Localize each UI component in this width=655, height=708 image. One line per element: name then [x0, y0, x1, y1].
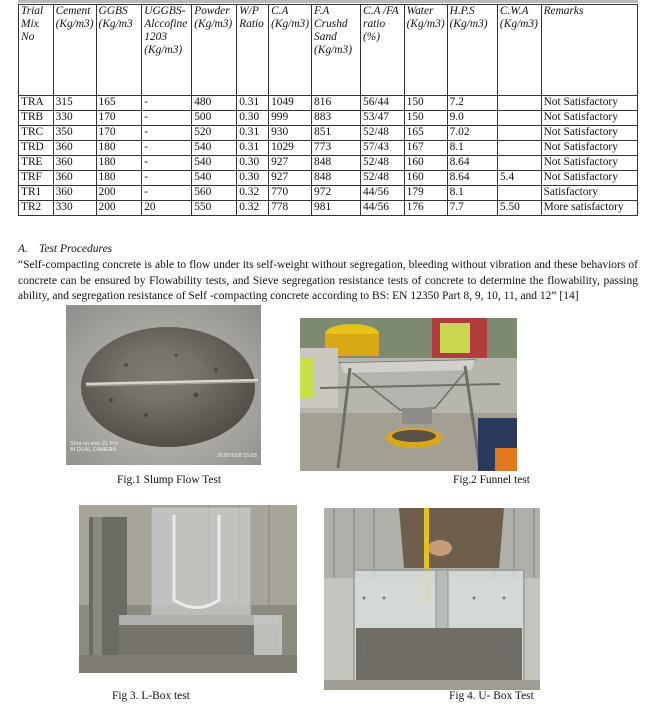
- table-cell: -: [142, 186, 192, 201]
- figure-2-caption: Fig.2 Funnel test: [453, 474, 530, 486]
- table-cell: 165: [96, 96, 142, 111]
- table-cell: Not Satisfactory: [541, 96, 637, 111]
- table-cell: 540: [192, 141, 237, 156]
- table-cell: [497, 141, 541, 156]
- table-row: [19, 111, 638, 126]
- table-cell: 883: [312, 111, 361, 126]
- table-cell: 350: [53, 126, 96, 141]
- table-cell: 972: [312, 186, 361, 201]
- figure-1-caption: Fig.1 Slump Flow Test: [117, 474, 222, 486]
- table-cell: [497, 186, 541, 201]
- table-cell: -: [142, 171, 192, 186]
- header-hps: H.P.S (Kg/m3): [447, 5, 497, 96]
- table-cell: 770: [269, 186, 312, 201]
- figure-1-photo: [66, 305, 261, 465]
- table-cell: 520: [192, 126, 237, 141]
- table-cell: 180: [96, 171, 142, 186]
- header-trial-mix: Trial Mix No: [19, 5, 54, 96]
- table-cell: [497, 111, 541, 126]
- header-fa: F.A Crushd Sand (Kg/m3): [312, 5, 361, 96]
- table-cell: 7.7: [447, 201, 497, 216]
- table-cell: 0.31: [237, 141, 269, 156]
- table-row: [19, 141, 638, 156]
- table-cell: -: [142, 156, 192, 171]
- body-paragraph: “Self-compacting concrete is able to flow under its self-weight without segregation, bleeding without vibration and these behaviors of concrete can be ensured by Flowability tests, and Sieve segregation resistance tests of concrete to determine the flowability, passing ability, and segregation resistance of Self -compacting concrete according to BS: EN 12350 Part 8, 9, 10, 11, and 12” [14]: [18, 259, 638, 303]
- table-row: [19, 201, 638, 216]
- table-cell: 315: [53, 96, 96, 111]
- table-cell: 981: [312, 201, 361, 216]
- table-cell: 999: [269, 111, 312, 126]
- table-cell: 52/48: [361, 156, 405, 171]
- table-cell: 8.64: [447, 171, 497, 186]
- table-cell: 165: [404, 126, 447, 141]
- table-cell: [497, 96, 541, 111]
- camera-stamp: Shot on vivo Z1 Pro AI DUAL CAMERA: [70, 441, 119, 453]
- table-cell: 200: [96, 201, 142, 216]
- table-cell: 170: [96, 111, 142, 126]
- table-cell: 480: [192, 96, 237, 111]
- header-water: Water (Kg/m3): [404, 5, 447, 96]
- table-cell: 167: [404, 141, 447, 156]
- table-cell: 52/48: [361, 126, 405, 141]
- table-cell: Not Satisfactory: [541, 156, 637, 171]
- table-cell: 540: [192, 171, 237, 186]
- figure-3-caption: Fig 3. L-Box test: [112, 690, 190, 702]
- table-header-row: [19, 5, 638, 96]
- table-cell: 8.1: [447, 141, 497, 156]
- table-cell: 1029: [269, 141, 312, 156]
- table-cell: 176: [404, 201, 447, 216]
- table-cell: 8.64: [447, 156, 497, 171]
- figure-2-photo: [300, 318, 517, 471]
- table-cell: Not Satisfactory: [541, 126, 637, 141]
- section-title: Test Procedures: [39, 243, 113, 255]
- header-uggbs: UGGBS-Alccofine 1203 (Kg/m3): [142, 5, 192, 96]
- header-wp-ratio: W/P Ratio: [237, 5, 269, 96]
- table-cell: TR1: [19, 186, 54, 201]
- photo-timestamp: 2020/10/8 15:03: [217, 453, 257, 459]
- table-cell: 851: [312, 126, 361, 141]
- table-cell: 0.30: [237, 171, 269, 186]
- table-cell: -: [142, 111, 192, 126]
- table-cell: 160: [404, 156, 447, 171]
- table-cell: TRC: [19, 126, 54, 141]
- header-ca-fa-ratio: C.A /FA ratio (%): [361, 5, 405, 96]
- table-cell: Satisfactory: [541, 186, 637, 201]
- table-cell: 7.02: [447, 126, 497, 141]
- table-cell: 360: [53, 171, 96, 186]
- table-cell: 0.30: [237, 111, 269, 126]
- table-cell: 360: [53, 186, 96, 201]
- header-cwa: C.W.A (Kg/m3): [497, 5, 541, 96]
- table-cell: 57/43: [361, 141, 405, 156]
- table-cell: 150: [404, 96, 447, 111]
- table-cell: [497, 126, 541, 141]
- table-cell: 773: [312, 141, 361, 156]
- table-cell: More satisfactory: [541, 201, 637, 216]
- table-cell: 360: [53, 141, 96, 156]
- table-cell: 8.1: [447, 186, 497, 201]
- table-cell: 330: [53, 201, 96, 216]
- table-cell: 44/56: [361, 201, 405, 216]
- table-cell: TRB: [19, 111, 54, 126]
- header-remarks: Remarks: [541, 5, 637, 96]
- figure-4-caption: Fig 4. U- Box Test: [449, 690, 534, 702]
- header-ca: C.A (Kg/m3): [269, 5, 312, 96]
- table-cell: 150: [404, 111, 447, 126]
- table-cell: Not Satisfactory: [541, 141, 637, 156]
- table-cell: 170: [96, 126, 142, 141]
- section-number: A.: [18, 243, 28, 255]
- header-ggbs: GGBS (Kg/m3: [96, 5, 142, 96]
- table-cell: -: [142, 141, 192, 156]
- table-cell: 816: [312, 96, 361, 111]
- table-row: [19, 126, 638, 141]
- figure-3-photo: [79, 505, 297, 673]
- table-cell: Not Satisfactory: [541, 171, 637, 186]
- table-cell: 56/44: [361, 96, 405, 111]
- table-cell: 330: [53, 111, 96, 126]
- table-cell: 180: [96, 156, 142, 171]
- table-cell: 0.31: [237, 96, 269, 111]
- table-cell: TRA: [19, 96, 54, 111]
- table-cell: 0.32: [237, 201, 269, 216]
- table-cell: 1049: [269, 96, 312, 111]
- table-cell: -: [142, 96, 192, 111]
- table-cell: TRE: [19, 156, 54, 171]
- table-cell: [497, 156, 541, 171]
- table-row: [19, 171, 638, 186]
- table-cell: 0.32: [237, 186, 269, 201]
- table-cell: 20: [142, 201, 192, 216]
- section-heading: [18, 243, 112, 255]
- figure-4-photo: [324, 508, 540, 690]
- table-cell: TR2: [19, 201, 54, 216]
- table-cell: 848: [312, 156, 361, 171]
- header-cement: Cement (Kg/m3): [53, 5, 96, 96]
- table-cell: 778: [269, 201, 312, 216]
- table-cell: 200: [96, 186, 142, 201]
- table-cell: 560: [192, 186, 237, 201]
- table-cell: TRF: [19, 171, 54, 186]
- table-cell: 0.30: [237, 156, 269, 171]
- table-cell: -: [142, 126, 192, 141]
- table-cell: 500: [192, 111, 237, 126]
- table-cell: Not Satisfactory: [541, 111, 637, 126]
- table-cell: 360: [53, 156, 96, 171]
- table-cell: TRD: [19, 141, 54, 156]
- table-cell: 52/48: [361, 171, 405, 186]
- table-row: [19, 96, 638, 111]
- trial-mix-table: [18, 4, 638, 216]
- table-cell: 5.4: [497, 171, 541, 186]
- table-cell: 179: [404, 186, 447, 201]
- table-cell: 0.31: [237, 126, 269, 141]
- table-cell: 9.0: [447, 111, 497, 126]
- page-top-rule: [18, 0, 638, 3]
- table-cell: 7.2: [447, 96, 497, 111]
- table-cell: 550: [192, 201, 237, 216]
- table-cell: 848: [312, 171, 361, 186]
- table-cell: 180: [96, 141, 142, 156]
- table-row: [19, 186, 638, 201]
- table-cell: 927: [269, 171, 312, 186]
- table-cell: 540: [192, 156, 237, 171]
- header-powder: Powder (Kg/m3): [192, 5, 237, 96]
- table-cell: 930: [269, 126, 312, 141]
- table-cell: 5.50: [497, 201, 541, 216]
- table-cell: 927: [269, 156, 312, 171]
- table-cell: 44/56: [361, 186, 405, 201]
- table-cell: 160: [404, 171, 447, 186]
- table-row: [19, 156, 638, 171]
- table-cell: 53/47: [361, 111, 405, 126]
